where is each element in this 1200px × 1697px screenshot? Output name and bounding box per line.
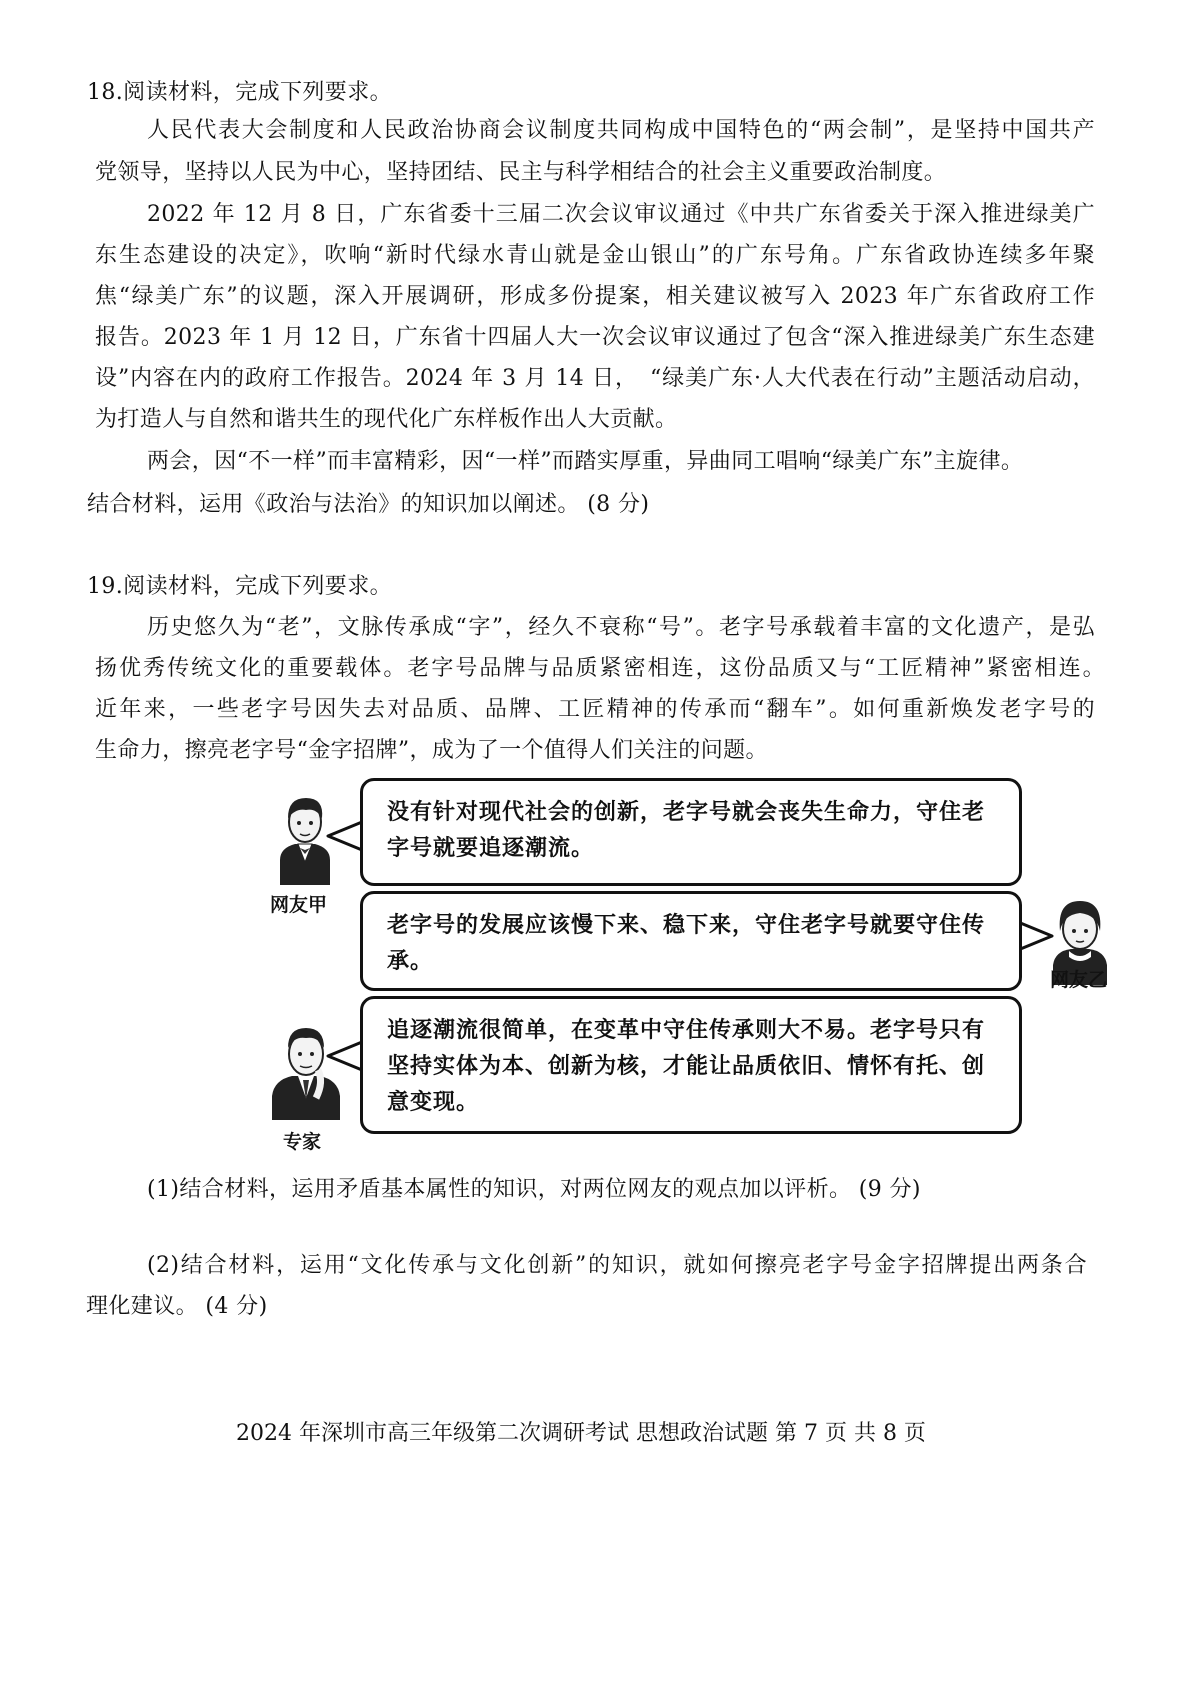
q19-sub1: (1)结合材料，运用矛盾基本属性的知识，对两位网友的观点加以评析。 (9 分) <box>147 1177 921 1202</box>
bubble-b-line1: 老字号的发展应该慢下来、稳下来，守住老字号就要守住传 <box>387 913 986 938</box>
netizen-b-name: 网友乙 <box>1050 969 1108 991</box>
bubble-c-tail <box>326 1040 362 1072</box>
q19-p1-line1: 历史悠久为“老”，文脉传承成“字”，经久不衰称“号”。老字号承载着丰富的文化遗产，是弘 <box>147 615 1095 640</box>
q18-p2-line6: 为打造人与自然和谐共生的现代化广东样板作出人大贡献。 <box>95 407 678 432</box>
q19-sub2-line2: 理化建议。 (4 分) <box>86 1294 268 1319</box>
q19-sub2-line1: (2)结合材料，运用“文化传承与文化创新”的知识，就如何擦亮老字号金字招牌提出两条合 <box>147 1253 1087 1278</box>
q18-heading: 18.阅读材料，完成下列要求。 <box>87 80 392 105</box>
bubble-c-line2: 坚持实体为本、创新为核，才能让品质依旧、情怀有托、创 <box>387 1054 986 1079</box>
q18-p2-line2: 东生态建设的决定》，吹响“新时代绿水青山就是金山银山”的广东号角。广东省政协连续多年聚 <box>95 243 1095 268</box>
bubble-netizen-b <box>360 891 1022 991</box>
bubble-a-line1: 没有针对现代社会的创新，老字号就会丧失生命力，守住老 <box>387 800 986 825</box>
q18-p1-line2: 党领导，坚持以人民为中心，坚持团结、民主与科学相结合的社会主义重要政治制度。 <box>95 160 947 185</box>
bubble-c-line3: 意变现。 <box>387 1090 480 1115</box>
bubble-a-tail <box>326 820 362 852</box>
q18-p2-line5: 设”内容在内的政府工作报告。2024 年 3 月 14 日， “绿美广东·人大代表在行动”主题活动启动， <box>95 366 1095 391</box>
bubble-c-line1: 追逐潮流很简单，在变革中守住传承则大不易。老字号只有 <box>387 1018 986 1043</box>
q18-p1-line1: 人民代表大会制度和人民政治协商会议制度共同构成中国特色的“两会制”，是坚持中国共产 <box>147 118 1095 143</box>
netizen-a-name: 网友甲 <box>270 894 328 916</box>
q19-heading: 19.阅读材料，完成下列要求。 <box>87 574 392 599</box>
q18-p2-line4: 报告。2023 年 1 月 12 日，广东省十四届人大一次会议审议通过了包含“深入推进绿美广东生态建 <box>95 325 1095 350</box>
q19-p1-line3: 近年来，一些老字号因失去对品质、品牌、工匠精神的传承而“翻车”。如何重新焕发老字号的 <box>95 697 1095 722</box>
q18-p2-line3: 焦“绿美广东”的议题，深入开展调研，形成多份提案，相关建议被写入 2023 年广东省政府工作 <box>95 284 1095 309</box>
q18-task: 结合材料，运用《政治与法治》的知识加以阐述。 (8 分) <box>87 492 650 517</box>
expert-name: 专家 <box>283 1131 322 1153</box>
q19-p1-line4: 生命力，擦亮老字号“金字招牌”，成为了一个值得人们关注的问题。 <box>95 738 768 763</box>
q18-p2-line1: 2022 年 12 月 8 日，广东省委十三届二次会议审议通过《中共广东省委关于深入推进绿美广 <box>147 202 1095 227</box>
q19-p1-line2: 扬优秀传统文化的重要载体。老字号品牌与品质紧密相连，这份品质又与“工匠精神”紧密相连。 <box>95 656 1105 681</box>
bubble-expert <box>360 996 1022 1134</box>
q18-p3: 两会，因“不一样”而丰富精彩，因“一样”而踏实厚重，异曲同工唱响“绿美广东”主旋律。 <box>147 449 1024 474</box>
bubble-b-tail <box>1018 920 1054 952</box>
page-footer: 2024 年深圳市高三年级第二次调研考试 思想政治试题 第 7 页 共 8 页 <box>236 1421 926 1446</box>
bubble-a-line2: 字号就要追逐潮流。 <box>387 836 595 861</box>
bubble-b-line2: 承。 <box>387 949 434 974</box>
bubble-netizen-a <box>360 778 1022 886</box>
